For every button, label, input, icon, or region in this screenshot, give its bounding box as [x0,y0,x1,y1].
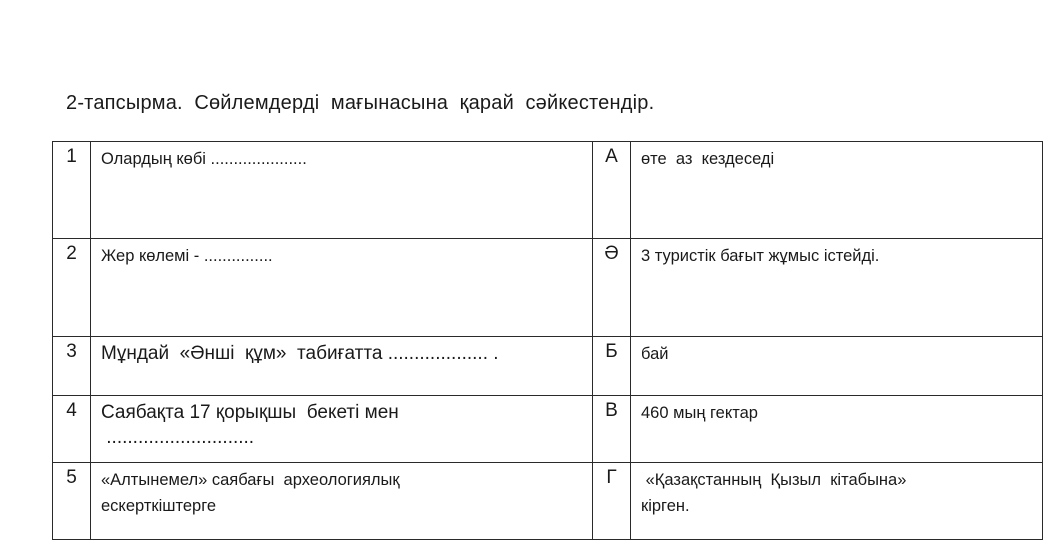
left-phrase: «Алтынемел» саябағы археологиялық ескерткіштерге [101,471,400,515]
table-row [53,396,1043,463]
table-row [53,239,1043,337]
task-title: 2-тапсырма. Сөйлемдерді мағынасына қарай сәйкестендір. [66,92,655,114]
right-cell [631,142,1043,239]
right-cell [631,239,1043,337]
right-cell [631,463,1043,540]
row-letter: В [593,396,631,463]
row-letter: Г [593,463,631,540]
row-number: 5 [53,463,91,540]
left-phrase: Саябақта 17 қорықшы бекеті мен ............................ [101,402,399,448]
right-cell [631,396,1043,463]
row-number: 1 [53,142,91,239]
table-row [53,337,1043,396]
matching-table [52,141,1043,540]
right-cell [631,337,1043,396]
table-row [53,142,1043,239]
right-phrase: бай [641,345,669,363]
right-phrase: «Қазақстанның Қызыл кітабына» кірген. [641,471,907,515]
left-cell [91,142,593,239]
left-phrase: Олардың көбі ..................... [101,150,307,168]
left-cell [91,239,593,337]
left-cell [91,463,593,540]
row-letter: Ә [593,239,631,337]
row-letter: А [593,142,631,239]
row-number: 4 [53,396,91,463]
left-cell [91,337,593,396]
left-cell [91,396,593,463]
right-phrase: 460 мың гектар [641,404,758,422]
left-phrase: Жер көлемі - ............... [101,247,273,265]
right-phrase: өте аз кездеседі [641,150,775,168]
row-number: 2 [53,239,91,337]
row-number: 3 [53,337,91,396]
left-phrase: Мұндай «Әнші құм» табиғатта ................... . [101,343,499,364]
table-row [53,463,1043,540]
right-phrase: 3 туристік бағыт жұмыс істейді. [641,247,880,265]
row-letter: Б [593,337,631,396]
